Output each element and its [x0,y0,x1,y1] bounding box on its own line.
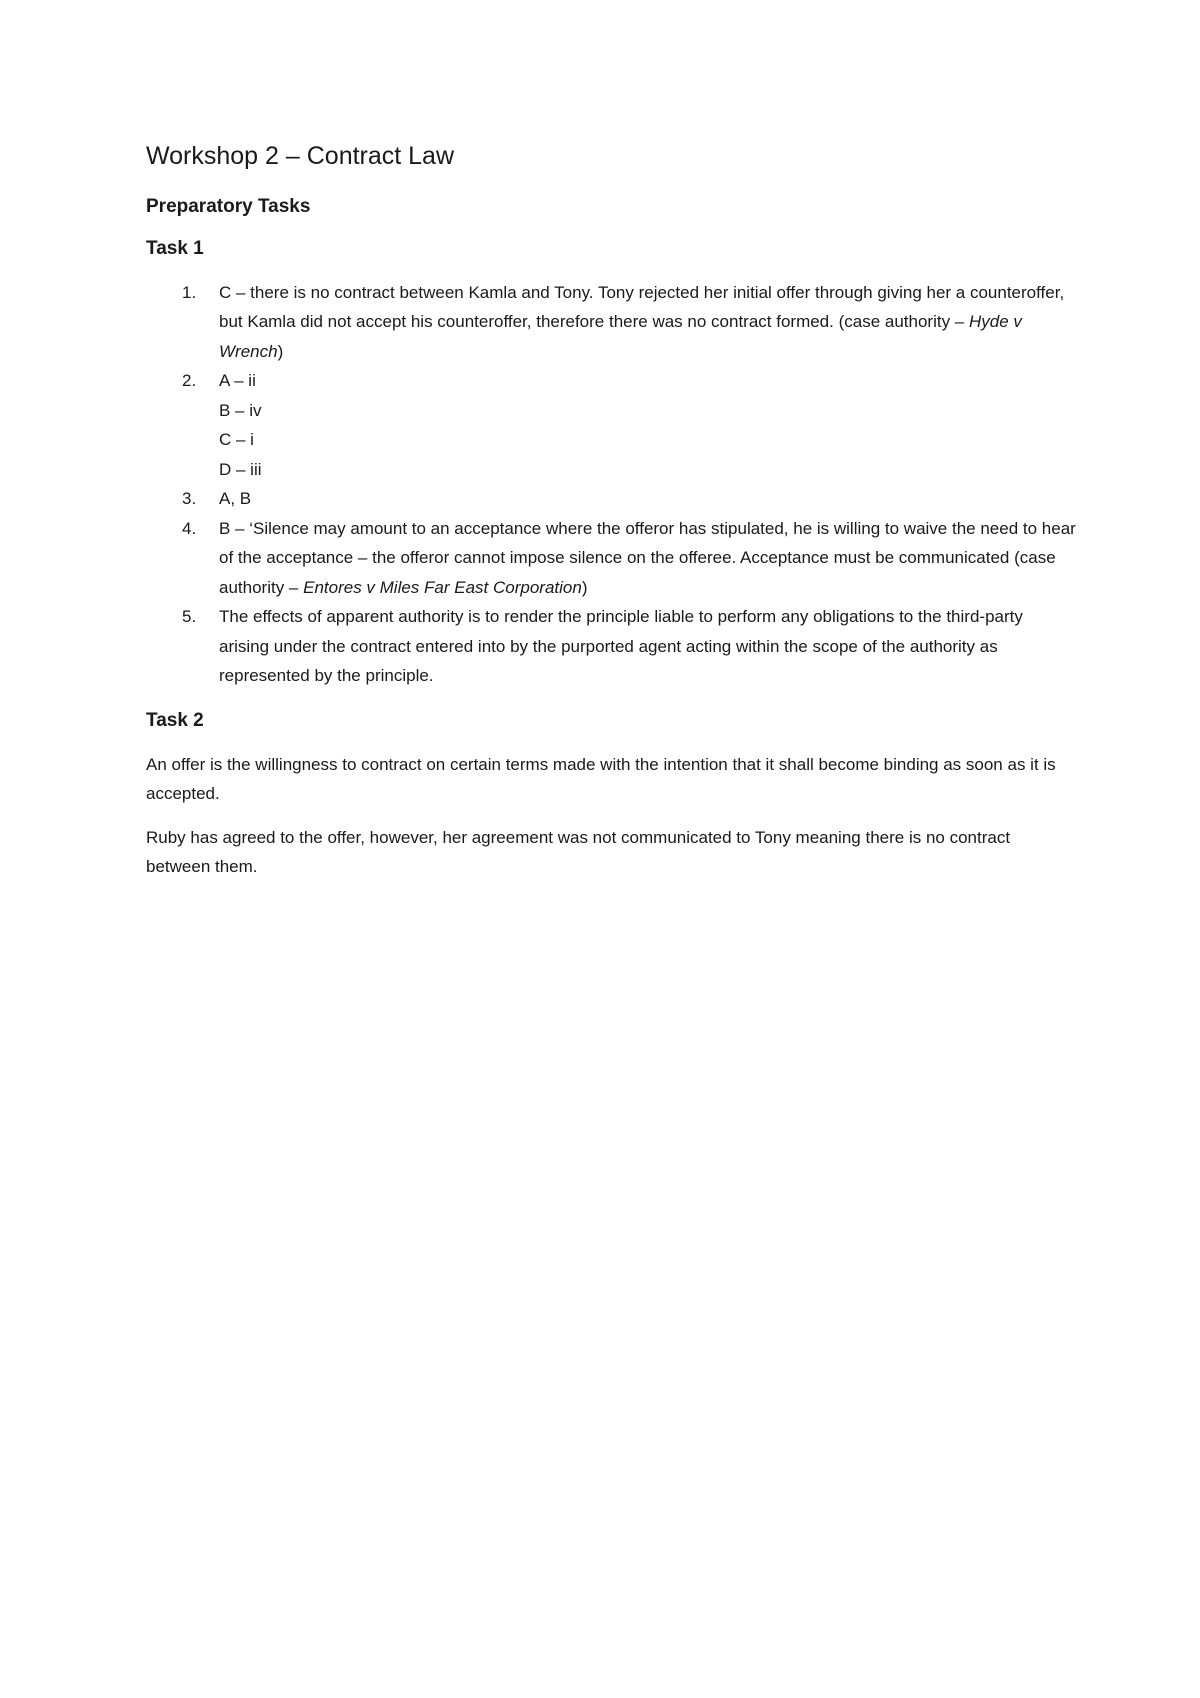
list-item-text: The effects of apparent authority is to render the principle liable to perform any obligations to the third-party arising under the contract entered into by the purported agent acting within the scope of the authority as represented by the principle. [219,607,1023,686]
document-page [146,140,1076,896]
task2-paragraph: An offer is the willingness to contract on certain terms made with the intention that it shall become binding as soon as it is accepted. [146,754,1056,804]
task2-heading: Task 2 [146,709,204,731]
task1-answer-list [146,278,1076,691]
list-item-text-end: ) [277,341,284,361]
match-line: B – iv [219,400,262,420]
list-item-text: C – there is no contract between Kamla and Tony. Tony rejected her initial offer through giving her a counteroffer, but Kamla did not accept his counteroffer, therefore there was no contract formed. (case authority – [219,282,1065,332]
list-item-text: B – ‘Silence may amount to an acceptance where the offeror has stipulated, he is willing to waive the need to hear of the acceptance – the offeror cannot impose silence on the offeree. Acceptance must be communicated (case authority – [219,518,1076,597]
list-item-text-end: ) [581,577,588,597]
list-item [146,366,1076,484]
case-authority: Entores v Miles Far East Corporation [303,577,582,597]
document-title: Workshop 2 – Contract Law [146,142,455,170]
list-item-number: 5. [182,607,197,627]
list-item-number: 2. [182,371,197,391]
list-item-number: 1. [182,282,197,302]
list-item [146,602,1076,691]
list-item-number: 3. [182,489,197,509]
case-authority: Hyde v Wrench [219,312,1022,361]
match-line: C – i [219,430,254,450]
task2-paragraph: Ruby has agreed to the offer, however, her agreement was not communicated to Tony meaning there is no contract between them. [146,827,1011,877]
list-item-number: 4. [182,518,197,538]
list-item [146,514,1076,603]
match-line: A – ii [219,371,256,391]
match-line: D – iii [219,459,262,479]
task1-heading: Task 1 [146,238,204,260]
list-item [146,484,1076,514]
list-item-text: A, B [219,489,252,509]
list-item [146,278,1076,367]
section-heading: Preparatory Tasks [146,195,311,217]
